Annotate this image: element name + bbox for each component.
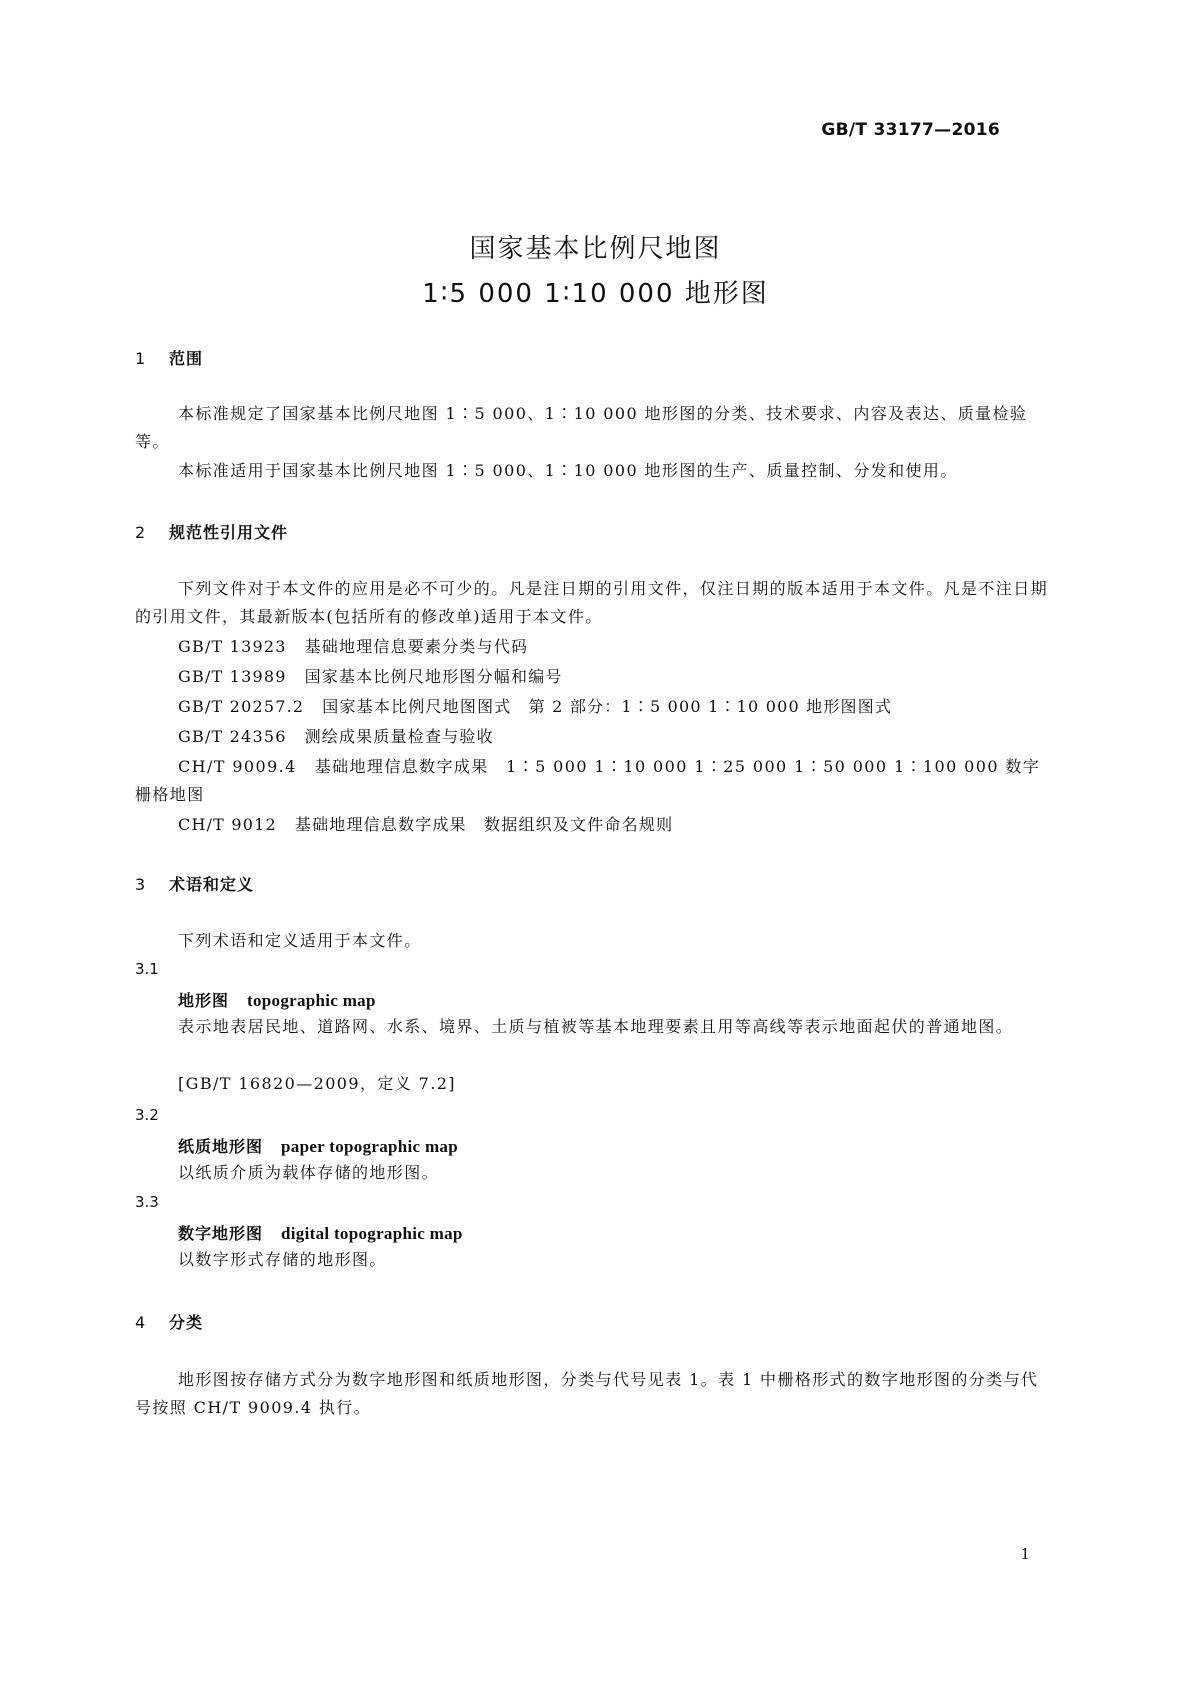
page-number: 1 <box>1020 1545 1030 1563</box>
term-definition: 以数字形式存储的地形图。 <box>178 1250 387 1269</box>
scope-paragraph-2: 本标准适用于国家基本比例尺地图 1∶5 000、1∶10 000 地形图的生产、质量控制、分发和使用。 <box>178 461 958 480</box>
section-number: 4 <box>135 1313 147 1332</box>
reference-item <box>135 753 1055 809</box>
reference-title: 基础地理信息要素分类与代码 <box>304 637 529 656</box>
term-heading <box>178 1134 458 1157</box>
scope-paragraph-1: 本标准规定了国家基本比例尺地图 1∶5 000、1∶10 000 地形图的分类、技术要求、内容及表达、质量检验等。 <box>135 404 1028 451</box>
reference-title: 国家基本比例尺地形图分幅和编号 <box>304 667 563 686</box>
section-number: 1 <box>135 349 147 368</box>
section-title: 规范性引用文件 <box>169 523 289 542</box>
reference-item <box>178 694 892 717</box>
term-zh: 纸质地形图 <box>178 1137 264 1156</box>
reference-code: GB/T 24356 <box>178 727 287 746</box>
reference-item <box>178 634 528 657</box>
section-title: 术语和定义 <box>169 875 255 894</box>
reference-title: 测绘成果质量检查与验收 <box>304 727 494 746</box>
term-en: digital topographic map <box>281 1224 463 1243</box>
term-heading <box>178 988 376 1011</box>
term-zh: 地形图 <box>178 991 230 1010</box>
term-heading <box>178 1221 463 1244</box>
reference-item <box>178 812 673 835</box>
section-number: 3 <box>135 875 147 894</box>
term-en: paper topographic map <box>281 1137 458 1156</box>
classification-paragraph: 地形图按存储方式分为数字地形图和纸质地形图，分类与代号见表 1。表 1 中栅格形式的数字地形图的分类与代号按照 CH/T 9009.4 执行。 <box>135 1370 1039 1417</box>
reference-code: GB/T 20257.2 <box>178 697 305 716</box>
term-number: 3.3 <box>135 1193 159 1211</box>
section-heading-terms <box>135 872 254 895</box>
term-number: 3.1 <box>135 960 159 978</box>
references-intro: 下列文件对于本文件的应用是必不可少的。凡是注日期的引用文件，仅注日期的版本适用于本文件。凡是不注日期的引用文件，其最新版本(包括所有的修改单)适用于本文件。 <box>135 579 1049 626</box>
section-number: 2 <box>135 523 147 542</box>
reference-item <box>178 724 494 747</box>
reference-code: CH/T 9009.4 <box>178 757 297 776</box>
section-heading-classification <box>135 1310 203 1333</box>
section-heading-normative-references <box>135 520 288 543</box>
term-source: [GB/T 16820—2009，定义 7.2] <box>178 1074 456 1093</box>
terms-intro: 下列术语和定义适用于本文件。 <box>178 931 422 950</box>
term-number: 3.2 <box>135 1106 159 1124</box>
term-definition: 以纸质介质为载体存储的地形图。 <box>178 1163 440 1182</box>
reference-code: GB/T 13923 <box>178 637 287 656</box>
section-title: 范围 <box>169 349 204 368</box>
section-title: 分类 <box>169 1313 204 1332</box>
reference-title: 基础地理信息数字成果 1∶5 000 1∶10 000 1∶25 000 1∶50 000 1∶100 000 数字栅格地图 <box>135 757 1041 804</box>
term-zh: 数字地形图 <box>178 1224 264 1243</box>
standard-code: GB/T 33177—2016 <box>821 120 1000 140</box>
reference-item <box>178 664 563 687</box>
document-subtitle: 1∶5 000 1∶10 000 地形图 <box>422 279 769 309</box>
term-en: topographic map <box>247 991 376 1010</box>
reference-title: 国家基本比例尺地图图式 第 2 部分：1∶5 000 1∶10 000 地形图图式 <box>322 697 893 716</box>
reference-title: 基础地理信息数字成果 数据组织及文件命名规则 <box>294 815 674 834</box>
document-title: 国家基本比例尺地图 <box>469 234 722 264</box>
reference-code: CH/T 9012 <box>178 815 277 834</box>
term-definition: 表示地表居民地、道路网、水系、境界、土质与植被等基本地理要素且用等高线等表示地面起伏的普通地图。 <box>178 1017 1014 1036</box>
section-heading-scope <box>135 346 203 369</box>
reference-code: GB/T 13989 <box>178 667 287 686</box>
